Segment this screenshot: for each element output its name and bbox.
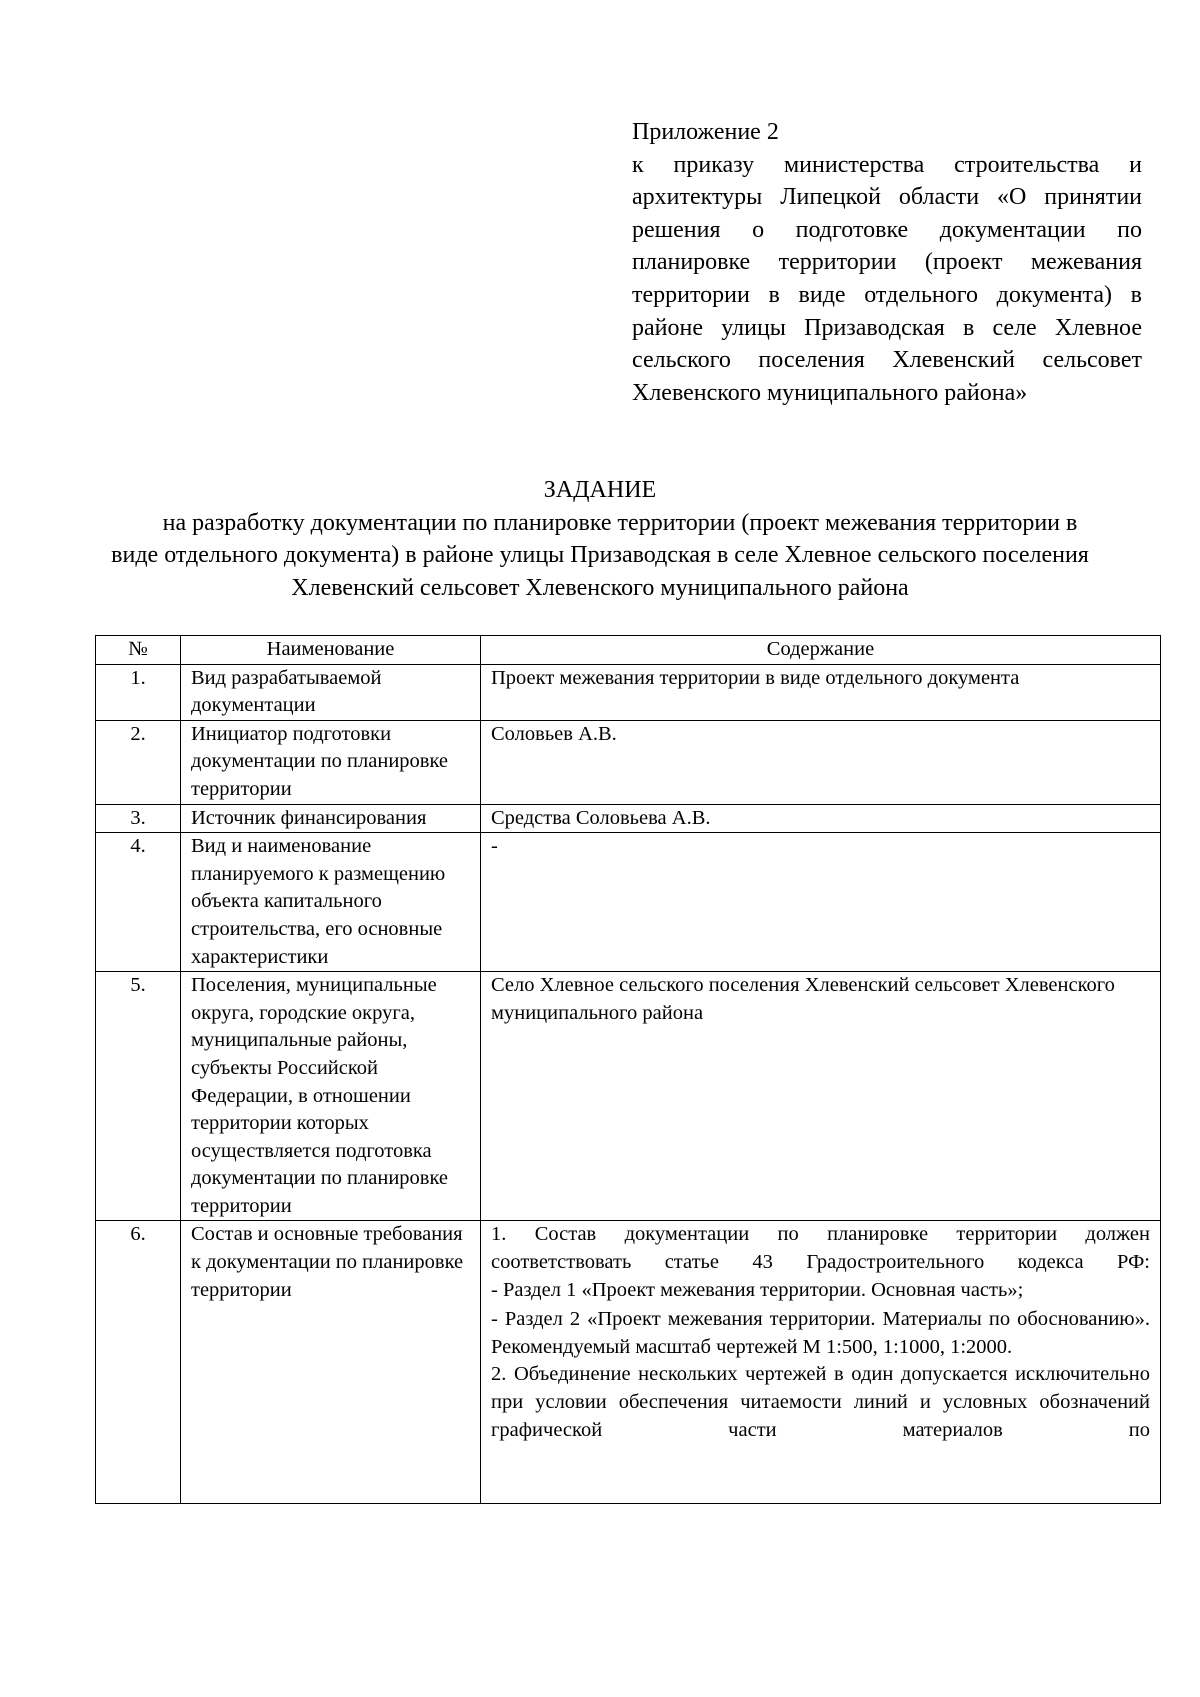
content-item: 2. Объединение нескольких чертежей в один допускается исключительно при условии обеспечения читаемости линий и условных обозначений графической части материалов по	[491, 1363, 1150, 1441]
row-number: 6.	[96, 1221, 181, 1504]
header-number: №	[96, 636, 181, 665]
row-content: -	[481, 833, 1161, 972]
row-name: Вид разрабатываемой документации	[181, 664, 481, 720]
table-row	[96, 804, 1161, 833]
table-row	[96, 664, 1161, 720]
row-number: 5.	[96, 972, 181, 1221]
document-title: ЗАДАНИЕ	[543, 477, 657, 503]
row-content: Соловьев А.В.	[481, 720, 1161, 804]
row-content: Село Хлевное сельского поселения Хлевенский сельсовет Хлевенского муниципального района	[481, 972, 1161, 1221]
document-title-block	[100, 474, 1100, 604]
header-content: Содержание	[481, 636, 1161, 665]
row-content: Проект межевания территории в виде отдельного документа	[481, 664, 1161, 720]
header-name: Наименование	[181, 636, 481, 665]
table-header-row	[96, 636, 1161, 665]
content-clip	[491, 1221, 1150, 1503]
row-number: 2.	[96, 720, 181, 804]
row-name: Инициатор подготовки документации по планировке территории	[181, 720, 481, 804]
row-name: Вид и наименование планируемого к размещению объекта капитального строительства, его основные характеристики	[181, 833, 481, 972]
row-number: 1.	[96, 664, 181, 720]
table-row	[96, 1221, 1161, 1504]
appendix-number: Приложение 2	[632, 119, 779, 145]
appendix-note	[632, 116, 1142, 409]
content-item: - Раздел 2 «Проект межевания территории. Материалы по обоснованию».	[491, 1308, 1150, 1331]
task-table	[95, 635, 1161, 1504]
content-item: - Раздел 1 «Проект межевания территории. Основная часть»;	[491, 1278, 1024, 1301]
appendix-text: к приказу министерства строительства и архитектуры Липецкой области «О принятии решения о подготовке документации по планировке территории (проект межевания территории в виде отдельного документа) в районе улицы Призаводская в селе Хлевное сельского поселения Хлевенский сельсовет Хлевенского муниципального района»	[632, 151, 1142, 406]
row-number: 3.	[96, 804, 181, 833]
row-name: Состав и основные требования к документации по планировке территории	[181, 1221, 481, 1504]
table-row	[96, 833, 1161, 972]
content-item: 1. Состав документации по планировке территории должен соответствовать статье 43 Градостроительного кодекса РФ:	[491, 1223, 1150, 1274]
row-content: Средства Соловьева А.В.	[481, 804, 1161, 833]
row-content	[481, 1221, 1161, 1504]
row-name: Поселения, муниципальные округа, городские округа, муниципальные районы, субъекты Российской Федерации, в отношении территории которых осуществляется подготовка документации по планировке территории	[181, 972, 481, 1221]
row-name: Источник финансирования	[181, 804, 481, 833]
content-item: Рекомендуемый масштаб чертежей М 1:500, 1:1000, 1:2000.	[491, 1335, 1013, 1358]
row-number: 4.	[96, 833, 181, 972]
table-row	[96, 972, 1161, 1221]
document-subtitle: на разработку документации по планировке территории (проект межевания территории в виде отдельного документа) в районе улицы Призаводская в селе Хлевное сельского поселения Хлевенский сельсовет Хлевенского муниципального района	[111, 509, 1089, 601]
table-row	[96, 720, 1161, 804]
